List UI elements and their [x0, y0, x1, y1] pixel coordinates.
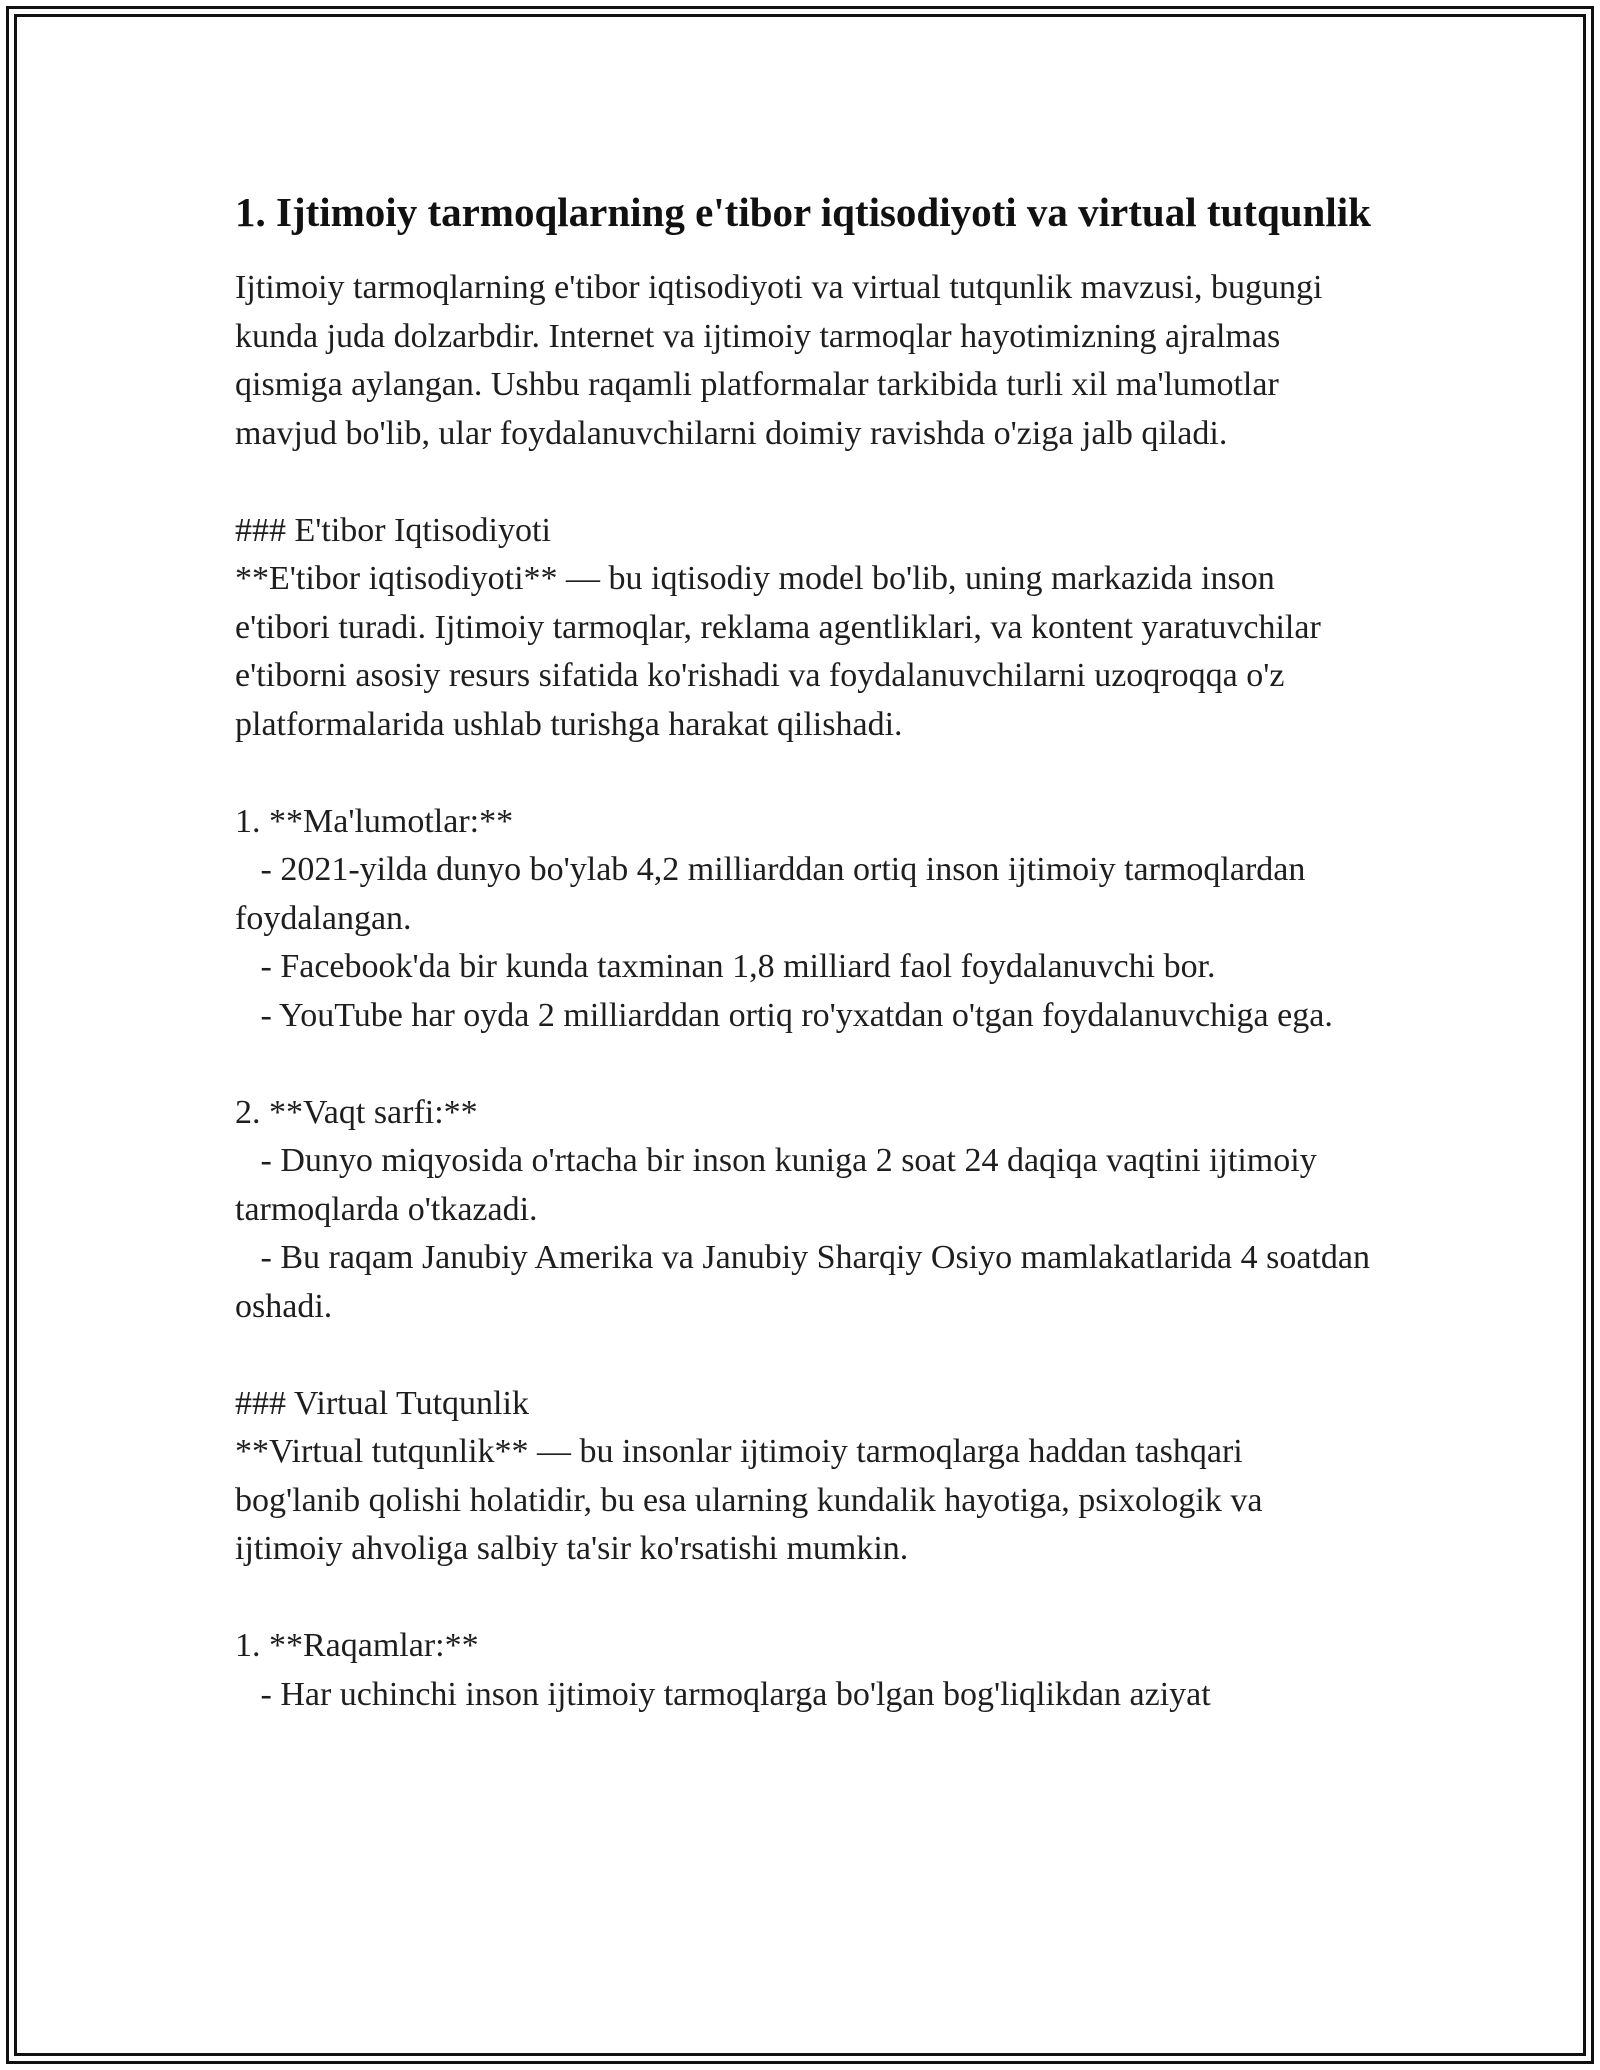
section-body-virtual-captivity: **Virtual tutqunlik** — bu insonlar ijtimoiy tarmoqlarga haddan tashqari bog'lanib qolishi holatidir, bu esa ularning kundalik hayotiga, psixologik va ijtimoiy ahvoliga salbiy ta'sir ko'rsatishi mumkin. [235, 1433, 1271, 1567]
blank-line [235, 458, 1375, 507]
list-item: - 2021-yilda dunyo bo'ylab 4,2 milliarddan ortiq inson ijtimoiy tarmoqlardan foydalangan. [235, 851, 1314, 937]
list-title-data: 1. **Ma'lumotlar:** [235, 802, 514, 840]
list-item: - Dunyo miqyosida o'rtacha bir inson kuniga 2 soat 24 daqiqa vaqtini ijtimoiy tarmoqlarda o'tkazadi. [235, 1142, 1326, 1228]
list-item: - Facebook'da bir kunda taxminan 1,8 milliard faol foydalanuvchi bor. [235, 948, 1216, 985]
list-item: - Bu raqam Janubiy Amerika va Janubiy Sharqiy Osiyo mamlakatlarida 4 soatdan oshadi. [235, 1239, 1379, 1325]
blank-line [235, 1040, 1375, 1089]
blank-line [235, 1331, 1375, 1380]
blank-line [235, 1574, 1375, 1623]
document-title: 1. Ijtimoiy tarmoqlarning e'tibor iqtisodiyoti va virtual tutqunlik [235, 189, 1371, 235]
list-title-time-spent: 2. **Vaqt sarfi:** [235, 1093, 478, 1131]
list-title-numbers: 1. **Raqamlar:** [235, 1627, 479, 1664]
intro-paragraph: Ijtimoiy tarmoqlarning e'tibor iqtisodiyoti va virtual tutqunlik mavzusi, bugungi kunda juda dolzarbdir. Internet va ijtimoiy tarmoqlar hayotimizning ajralmas qismiga aylangan. Ushbu raqamli platformalar tarkibida turli xil ma'lumotlar mavjud bo'lib, ular foydalanuvchilarni doimiy ravishda o'ziga jalb qiladi. [235, 269, 1331, 452]
document-body [235, 185, 1379, 1719]
list-item: - Har uchinchi inson ijtimoiy tarmoqlarga bo'lgan bog'liqlikdan aziyat [235, 1675, 1211, 1713]
blank-line [235, 749, 1375, 798]
section-heading-attention-economy: ### E'tibor Iqtisodiyoti [235, 511, 551, 549]
list-item: - YouTube har oyda 2 milliarddan ortiq ro'yxatdan o'tgan foydalanuvchiga ega. [235, 996, 1333, 1034]
section-body-attention-economy: **E'tibor iqtisodiyoti** — bu iqtisodiy model bo'lib, uning markazida inson e'tibori turadi. Ijtimoiy tarmoqlar, reklama agentliklari, va kontent yaratuvchilar e'tiborni asosiy resurs sifatida ko'rishadi va foydalanuvchilarni uzoqroqqa o'z platformalarida ushlab turishga harakat qilishadi. [235, 560, 1330, 743]
section-heading-virtual-captivity: ### Virtual Tutqunlik [235, 1384, 529, 1422]
